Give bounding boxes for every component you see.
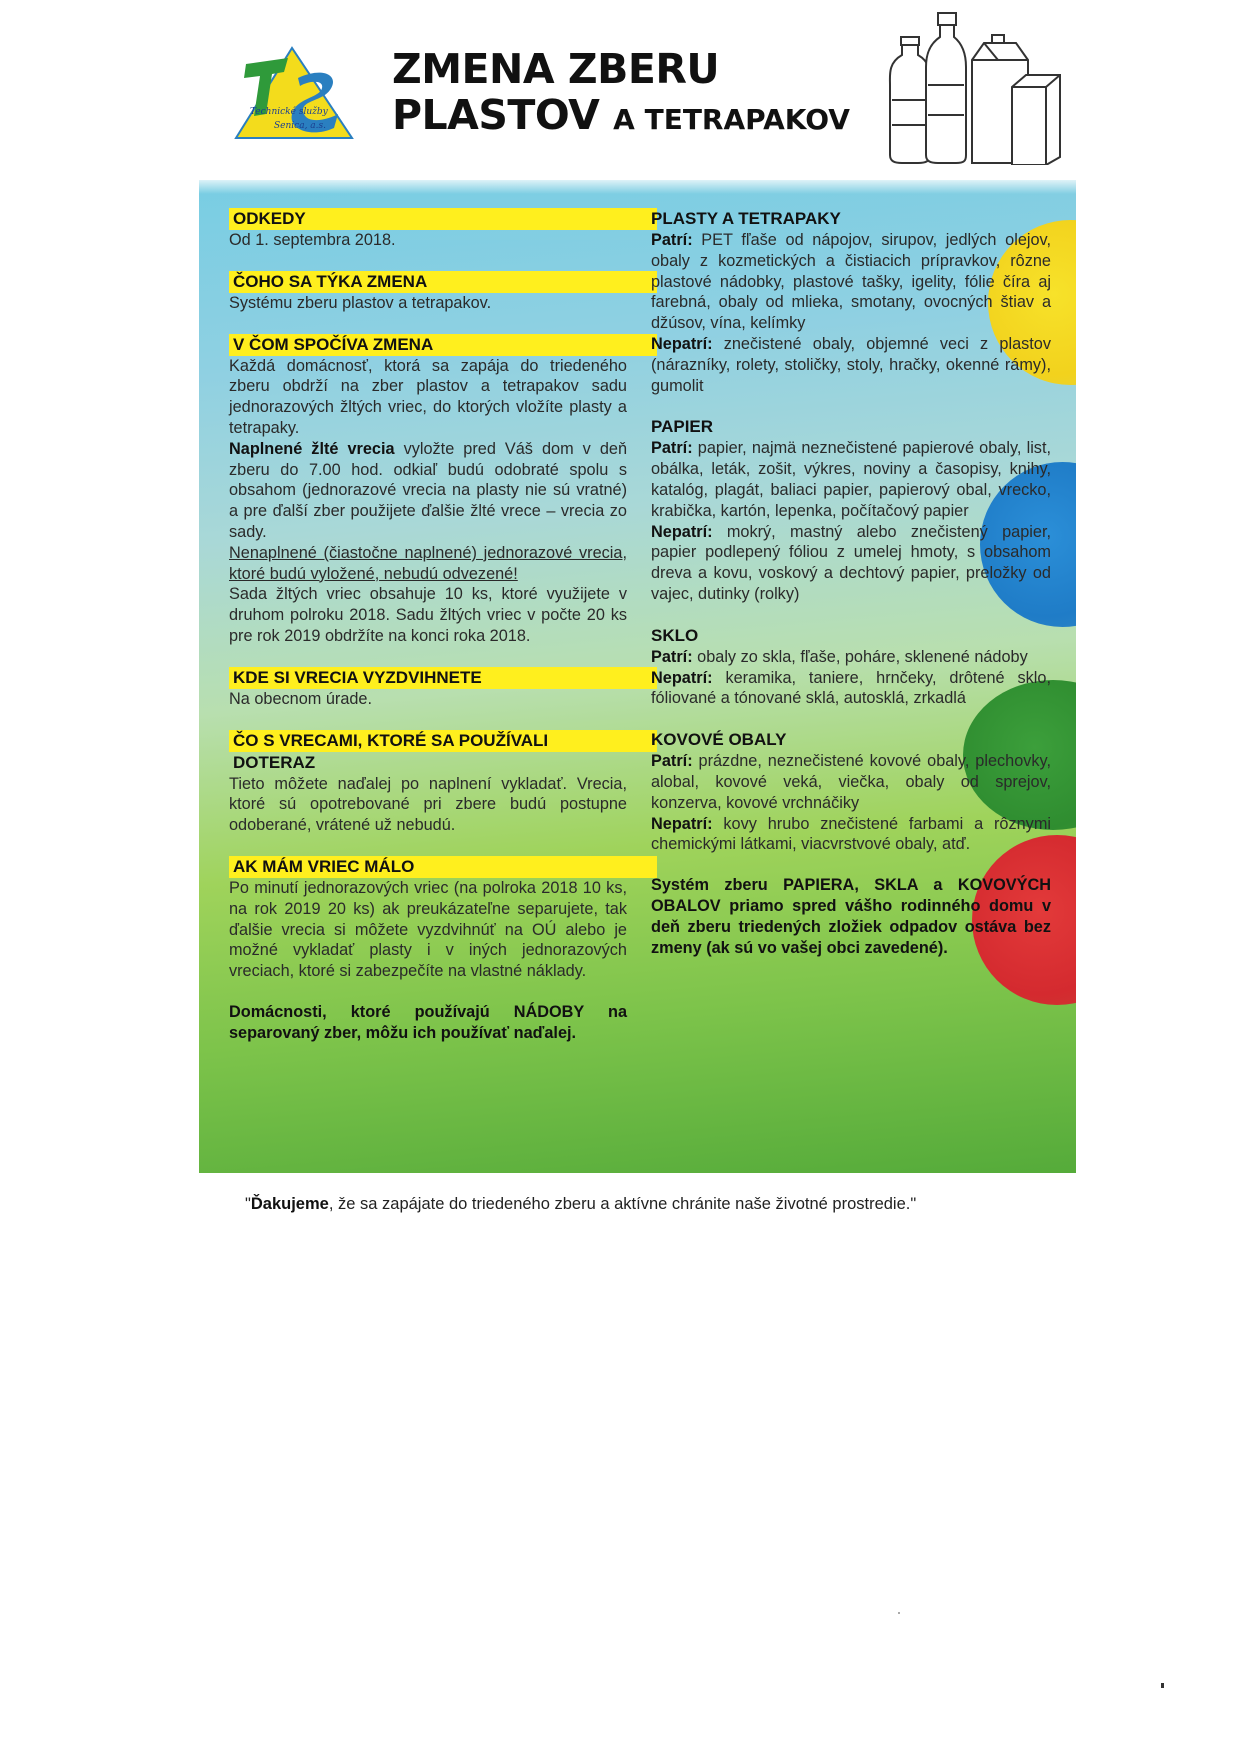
kov-patri-list: prázdne, neznečistené kovové obaly, plechovky, alobal, kovové veká, viečka, obaly od sprejov, konzerva, kovové vrchnáčiky xyxy=(651,752,1051,812)
heading-plasty: PLASTY A TETRAPAKY xyxy=(651,209,841,228)
heading-ak: AK MÁM VRIEC MÁLO xyxy=(229,856,657,878)
text-kov-nepatri xyxy=(651,814,1051,856)
text-coho: Systému zberu plastov a tetrapakov. xyxy=(229,293,492,312)
sklo-nepatri-list: keramika, taniere, hrnčeky, drôtené sklo, fóliované a tónované sklá, autosklá, zrkadlá xyxy=(651,668,1051,708)
text-vcom-2 xyxy=(229,439,627,543)
logo-text-top: Technické služby xyxy=(250,107,328,117)
text-papier-nepatri xyxy=(651,522,1051,605)
label-nepatri: Nepatrí: xyxy=(651,334,713,353)
company-logo xyxy=(228,44,356,142)
heading-odkedy: ODKEDY xyxy=(229,208,657,230)
panel-top-edge xyxy=(199,180,1076,194)
bottles-tetrapak-illustration xyxy=(880,5,1070,165)
heading-papier: PAPIER xyxy=(651,417,714,437)
text-sklo-patri xyxy=(651,647,1051,668)
label-patri: Patrí: xyxy=(651,752,693,771)
heading-coho: ČOHO SA TÝKA ZMENA xyxy=(229,271,657,293)
title-line-2-small: A TETRAPAKOV xyxy=(613,103,850,136)
text-domacnosti: Domácnosti, ktoré používajú NÁDOBY na separovaný zber, môžu ich používať naďalej. xyxy=(229,1002,627,1042)
text-kov-patri xyxy=(651,751,1051,813)
label-patri: Patrí: xyxy=(651,231,693,249)
text-sklo-nepatri xyxy=(651,668,1051,710)
label-nepatri: Nepatrí: xyxy=(651,668,713,687)
label-nepatri: Nepatrí: xyxy=(651,522,713,541)
left-column xyxy=(229,208,627,1044)
footer-rest: , že sa zapájate do triedeného zberu a aktívne chránite naše životné prostredie." xyxy=(328,1195,917,1213)
page-title xyxy=(392,46,850,143)
footer-bold: Ďakujeme xyxy=(250,1195,329,1213)
heading-kovove: KOVOVÉ OBALY xyxy=(651,730,787,750)
text-vcom-underlined: Nenaplnené (čiastočne naplnené) jednorazové vrecia, ktoré budú vyložené, nebudú odvezené! xyxy=(229,543,627,583)
text-papier-patri xyxy=(651,438,1051,521)
logo-text-bottom: Senica, a.s. xyxy=(274,121,327,131)
label-nepatri: Nepatrí: xyxy=(651,814,713,833)
text-cos: Tieto môžete naďalej po naplnení vykladať. Vrecia, ktoré sú opotrebované pri zbere budú postupne odoberané, vrátené už nebudú. xyxy=(229,774,627,835)
kov-nepatri-list: kovy hrubo znečistené farbami a rôznymi chemickými látkami, viacvrstvové obaly, atď. xyxy=(651,814,1051,854)
label-patri: Patrí: xyxy=(651,647,693,666)
text-odkedy: Od 1. septembra 2018. xyxy=(229,231,396,249)
text-vcom-bold: Naplnené žlté vrecia xyxy=(229,439,395,458)
text-vcom-2-rest: vyložte pred Váš dom v deň zberu do 7.00 hod. odkiaľ budú odobraté spolu s obsahom (jednorazové vrecia na plasty nie sú vratné) a pre ďalší zber použijete ďalšie žlté vrece – vrecia zo sady. xyxy=(229,439,627,541)
plasty-patri-list: PET fľaše od nápojov, sirupov, jedlých olejov, obaly z kozmetických a čistiacich prípravkov, rôzne plastové nádobky, plastové tašky, igelity, fólie číra aj farebná, obaly od mlieka, smotany, ovocných štiav a džúsov, vína, kelímky xyxy=(651,231,1051,333)
heading-cos-2: DOTERAZ xyxy=(233,752,316,772)
heading-kde: KDE SI VRECIA VYZDVIHNETE xyxy=(229,667,657,689)
papier-patri-list: papier, najmä neznečistené papierové obaly, list, obálka, leták, zošit, výkres, noviny a časopisy, knihy, katalóg, plagát, baliaci papier, papierový obal, vrecko, krabička, kartón, lepenka, počítačový papier xyxy=(651,439,1051,520)
title-line-2 xyxy=(392,92,850,143)
text-plasty-nepatri xyxy=(651,334,1051,396)
text-system: Systém zberu PAPIERA, SKLA a KOVOVÝCH OBALOV priamo spred vášho rodinného domu v deň zberu triedených zložiek odpadov ostáva bez zmeny (ak sú vo vašej obci zavedené). xyxy=(651,876,1051,957)
title-line-2-big: PLASTOV xyxy=(392,91,600,139)
heading-sklo: SKLO xyxy=(651,625,699,645)
thank-you-footer xyxy=(245,1195,1045,1214)
text-vcom-1: Každá domácnosť, ktorá sa zapája do triedeného zberu obdrží na zber plastov a tetrapakov sadu jednorazových žltých vriec, do ktorých vložíte plasty a tetrapaky. xyxy=(229,356,627,437)
right-column xyxy=(651,208,1051,958)
scan-speck xyxy=(898,1612,900,1614)
heading-vcom: V ČOM SPOČÍVA ZMENA xyxy=(229,334,657,356)
plasty-nepatri-list: znečistené obaly, objemné veci z plastov (nárazníky, rolety, stoličky, stoly, hračky, okenné rámy), gumolit xyxy=(651,334,1051,395)
heading-cos: ČO S VRECAMI, KTORÉ SA POUŽÍVALI xyxy=(229,730,657,752)
text-plasty-patri xyxy=(651,230,1051,334)
label-patri: Patrí: xyxy=(651,439,693,458)
text-ak: Po minutí jednorazových vriec (na polroka 2018 10 ks, na rok 2019 20 ks) ak preukázateľne separujete, tak ďalšie vrecia si môžete vyzdvihnúť na OÚ alebo je možné vykladať plasty i v iných jednorazových vreciach, ktoré si zabezpečíte na vlastné náklady. xyxy=(229,878,627,981)
sklo-patri-list: obaly zo skla, fľaše, poháre, sklenené nádoby xyxy=(692,647,1028,666)
text-vcom-3: Sada žltých vriec obsahuje 10 ks, ktoré využijete v druhom polroku 2018. Sadu žltých vriec v počte 20 ks pre rok 2019 obdržíte na konci roka 2018. xyxy=(229,585,627,645)
title-line-1: ZMENA ZBERU xyxy=(392,45,720,93)
papier-nepatri-list: mokrý, mastný alebo znečistený papier, papier podlepený fóliou z umelej hmoty, s obsahom dreva a kovu, voskový a dechtový papier, preložky od vajec, dutinky (rolky) xyxy=(651,522,1051,603)
info-panel xyxy=(199,180,1076,1173)
footer-quote: " xyxy=(245,1195,251,1213)
scan-speck xyxy=(1161,1683,1164,1688)
text-kde: Na obecnom úrade. xyxy=(229,689,373,708)
